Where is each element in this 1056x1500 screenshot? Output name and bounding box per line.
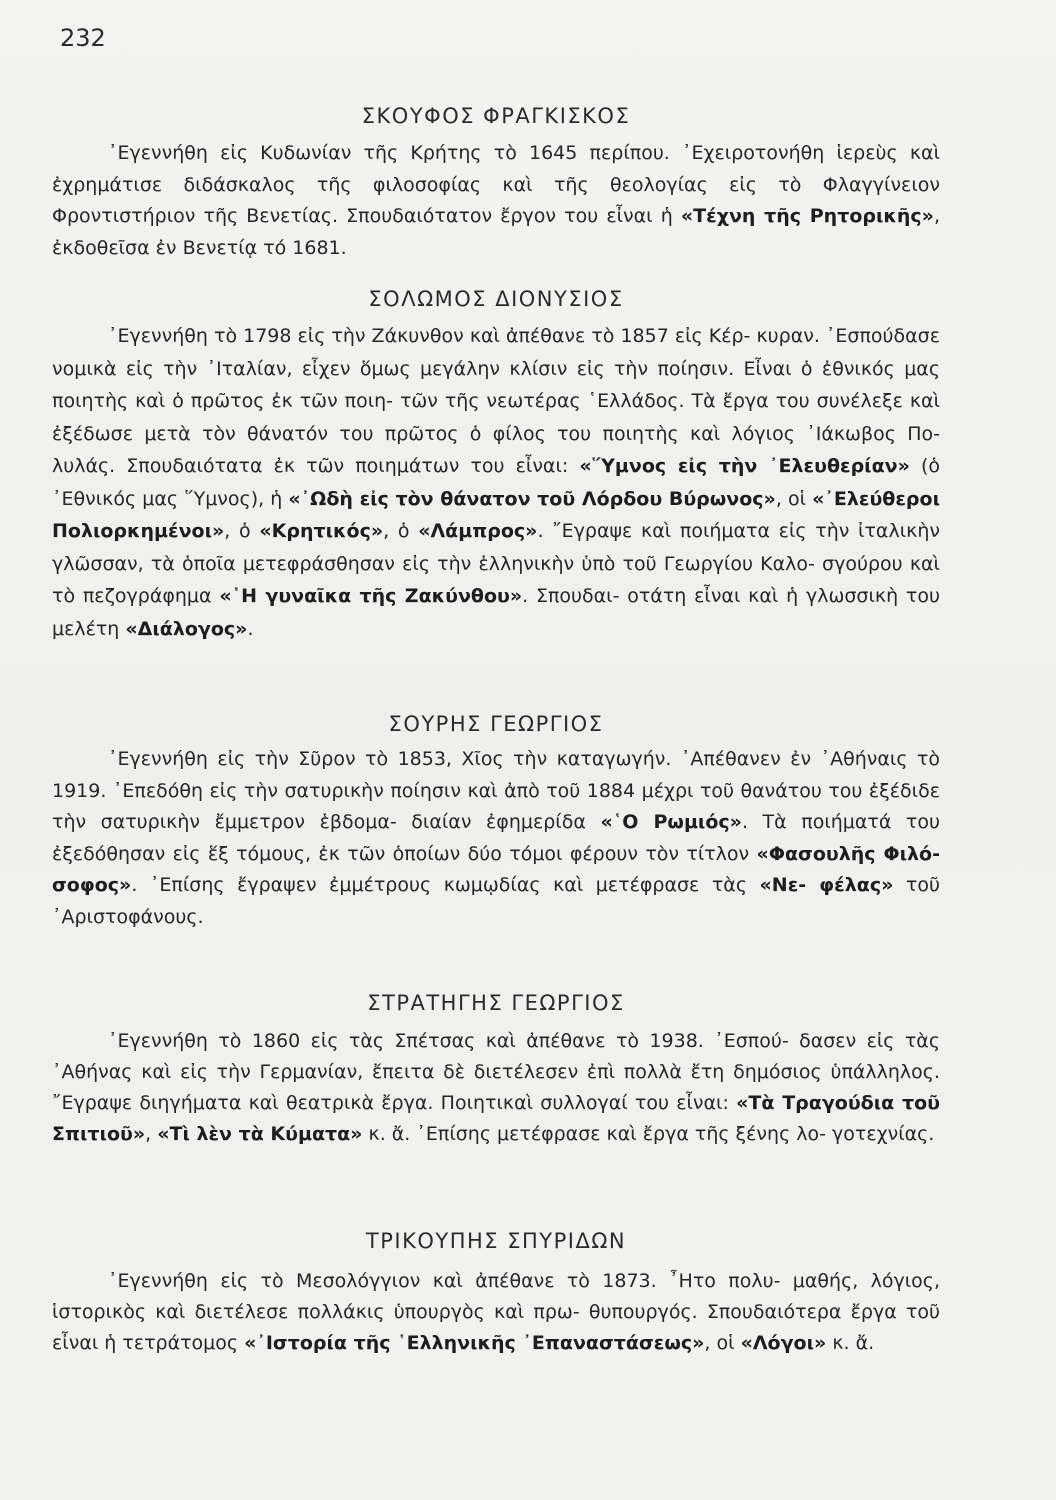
text-run: τοῦ ᾿Αριστοφάνους.	[52, 874, 940, 928]
text-run: , ἐκδοθεῖσα ἐν Βενετίᾳ τό 1681.	[52, 205, 940, 259]
text-run: (ὁ ᾿Εθνικός μας ῞Υμνος), ἡ	[52, 455, 941, 510]
text-run: , οἱ	[704, 1332, 741, 1354]
entry-heading: ΣΟΥΡΗΣ ΓΕΩΡΓΙΟΣ	[388, 712, 604, 736]
work-title: «Τὰ Τραγούδια τοῦ Σπιτιοῦ»	[52, 1092, 940, 1145]
text-run: ᾿Εγεννήθη εἰς τὴν Σῦρον τὸ 1853, Χῖος τὴν καταγωγήν. ᾿Απέθανεν ἐν ᾿Αθήναις τὸ 1919. ᾿Επεδόθη εἰς τὴν σατυρικὴν ποίησιν καὶ ἀπὸ τοῦ 1884 μέχρι τοῦ θανάτου του ἐξέδιδε τὴν σατυρικὴν ἔμμετρον ἑβδομα- διαίαν ἐφημερίδα	[52, 748, 940, 833]
text-run: , ὁ	[224, 520, 260, 542]
work-title: «Τὶ λὲν τὰ Κύματα»	[157, 1123, 363, 1145]
text-run: ,	[145, 1123, 158, 1145]
text-run: κ. ἄ. ᾿Επίσης μετέφρασε καὶ ἔργα τῆς ξένης λο- γοτεχνίας.	[362, 1123, 935, 1145]
entry-stratigis	[52, 980, 940, 1150]
text-run: , οἱ	[775, 487, 813, 510]
work-title: «Φασουλῆς Φιλό- σοφος»	[52, 842, 940, 896]
text-run: ᾿Εγεννήθη τὸ 1798 εἰς τὴν Ζάκυνθον καὶ ἀπέθανε τὸ 1857 εἰς Κέρ- κυραν. ᾿Εσπούδασε νομικὰ εἰς τὴν ᾿Ιταλίαν, εἶχεν ὅμως μεγάλην κλίσιν εἰς τὴν ποίησιν. Εἶναι ὁ ἐθνικός μας ποιητὴς καὶ ὁ πρῶτος ἐκ τῶν ποιη- τῶν τῆς νεωτέρας ῾Ελλάδος. Τὰ ἔργα του συνέλεξε καὶ ἐξέδωσε μετὰ τὸν θάνατόν του πρῶτος ὁ φίλος του ποιητὴς καὶ λόγιος ᾿Ιάκωβος Πο- λυλάς. Σπουδαιότατα ἐκ τῶν ποιημάτων του εἶναι:	[52, 325, 940, 477]
entry-skoufos	[52, 94, 940, 264]
text-run: .	[247, 617, 254, 640]
work-title: «᾿Ιστορία τῆς ῾Ελληνικῆς ᾿Επαναστάσεως»	[244, 1332, 705, 1354]
work-title: «Κρητικός»	[259, 520, 384, 542]
entry-trikoupis	[52, 1216, 940, 1359]
text-run: , ὁ	[383, 520, 419, 542]
entry-heading: ΤΡΙΚΟΥΠΗΣ ΣΠΥΡΙΔΩΝ	[365, 1229, 627, 1253]
text-run: ᾿Εγεννήθη τὸ 1860 εἰς τὰς Σπέτσας καὶ ἀπέθανε τὸ 1938. ᾿Εσπού- δασεν εἰς τὰς ᾿Αθήνας καὶ εἰς τὴν Γερμανίαν, ἔπειτα δὲ διετέλεσεν ἐπὶ πολλὰ ἔτη δημόσιος ὑπάλληλος. ῎Εγραψε διηγήματα καὶ θεατρικὰ ἔργα. Ποιητικαὶ συλλογαί του εἶναι:	[52, 1030, 940, 1114]
work-title: «Διάλογος»	[125, 617, 248, 640]
text-run: . Τὰ ποιήματά του ἐξεδόθησαν εἰς ἕξ τόμους, ἐκ τῶν ὁποίων δύο τόμοι φέρουν τὸν τίτλον	[52, 811, 940, 865]
text-run: ᾿Εγεννήθη εἰς τὸ Μεσολόγγιον καὶ ἀπέθανε τὸ 1873. ῏Ητο πολυ- μαθής, λόγιος, ἱστορικὸς καὶ διετέλεσε πολλάκις ὑπουργὸς καὶ πρω- θυπουργός. Σπουδαιότερα ἔργα τοῦ εἶναι ἡ τετράτομος	[52, 1270, 940, 1354]
work-title: «᾿Ελεύθεροι Πολιορκημένοι»	[52, 487, 940, 542]
entry-text	[52, 744, 940, 933]
page-number: 232	[60, 24, 106, 52]
entry-heading: ΣΤΡΑΤΗΓΗΣ ΓΕΩΡΓΙΟΣ	[367, 991, 625, 1015]
entry-text	[52, 1026, 940, 1150]
work-title: «῞Υμνος εἰς τὴν ᾿Ελευθερίαν»	[579, 455, 910, 477]
entry-text	[52, 1266, 940, 1359]
work-title: «Λάμπρος»	[418, 520, 538, 542]
work-title: «῾Η γυναῖκα τῆς Ζακύνθου»	[219, 585, 523, 607]
entry-heading: ΣΚΟΥΦΟΣ ΦΡΑΓΚΙΣΚΟΣ	[361, 104, 631, 128]
text-run: . Σπουδαι- οτάτη εἶναι καὶ ἡ γλωσσικὴ του μελέτη	[52, 585, 940, 640]
text-run: . ᾿Επίσης ἔγραψεν ἐμμέτρους κωμῳδίας καὶ μετέφρασε τὰς	[131, 874, 760, 896]
text-run: ᾿Εγεννήθη εἰς Κυδωνίαν τῆς Κρήτης τὸ 1645 περίπου. ᾿Εχειροτονήθη ἱερεὺς καὶ ἐχρημάτισε διδάσκαλος τῆς φιλοσοφίας καὶ τῆς θεολογίας εἰς τὸ Φλαγγίνειον Φροντιστήριον τῆς Βενετίας. Σπουδαιότατον ἔργον του εἶναι ἡ	[52, 142, 940, 227]
text-run: κ. ἄ.	[826, 1332, 875, 1354]
entry-souris	[52, 704, 940, 933]
entry-heading: ΣΟΛΩΜΟΣ ΔΙΟΝΥΣΙΟΣ	[368, 287, 624, 311]
entry-text	[52, 138, 940, 264]
text-run: . ῎Εγραψε καὶ ποιήματα εἰς τὴν ἰταλικὴν γλῶσσαν, τὰ ὁποῖα μετεφράσθησαν εἰς τὴν ἑλληνικὴν ὑπὸ τοῦ Γεωργίου Καλο- σγούρου καὶ τὸ πεζογράφημα	[52, 520, 940, 607]
work-title: «Λόγοι»	[740, 1332, 827, 1354]
work-title: «Νε- φέλας»	[759, 874, 894, 896]
entry-text	[52, 320, 940, 645]
entry-solomos	[52, 278, 940, 645]
work-title: «Τέχνη τῆς Ρητορικῆς»	[680, 205, 934, 227]
work-title: «῾Ο Ρωμιός»	[600, 811, 742, 833]
work-title: «᾿Ωδὴ εἰς τὸν θάνατον τοῦ Λόρδου Βύρωνος»	[288, 487, 776, 510]
